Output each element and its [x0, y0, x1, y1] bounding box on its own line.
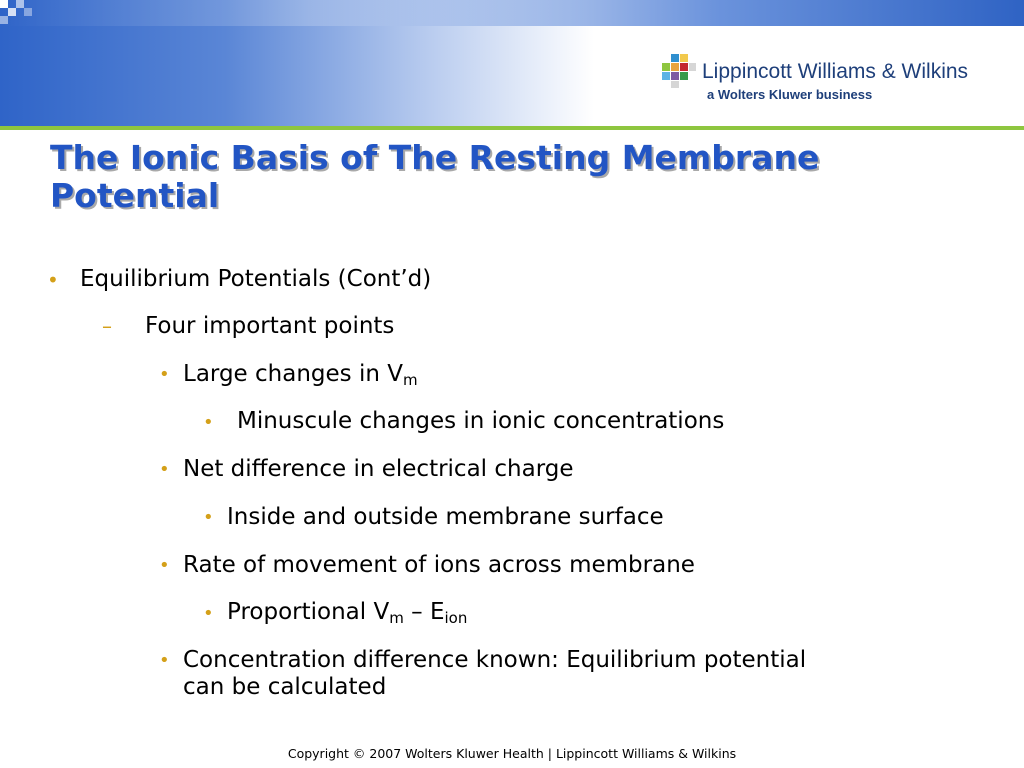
bullet-text: Net difference in electrical charge — [183, 456, 574, 482]
dash-bullet-icon: – — [102, 314, 112, 338]
bullet-icon: • — [203, 507, 214, 528]
header-divider — [0, 126, 1024, 130]
bullet-icon: • — [159, 650, 170, 671]
bullet-icon: • — [159, 459, 170, 480]
bullet-text: Large changes in $V_m$ — [183, 361, 418, 389]
bullet-icon: • — [159, 555, 170, 576]
bullet-icon: • — [203, 412, 214, 433]
bullet-text: Inside and outside membrane surface — [227, 504, 664, 530]
decorative-square — [8, 8, 16, 16]
bullet-text: Rate of movement of ions across membrane — [183, 552, 695, 578]
slide-title: The Ionic Basis of The Resting Membrane Potential — [50, 138, 820, 215]
logo-publisher-name: Lippincott Williams & Wilkins — [702, 60, 969, 83]
bullet-icon: • — [47, 268, 59, 292]
bullet-text: Minuscule changes in ionic concentrations — [237, 408, 725, 434]
copyright-footer: Copyright © 2007 Wolters Kluwer Health | Lippincott Williams & Wilkins — [287, 746, 737, 761]
header-top-band — [0, 0, 1024, 26]
bullet-text: Concentration difference known: Equilibrium potential — [183, 647, 807, 673]
bullet-text-continuation: can be calculated — [183, 674, 387, 700]
decorative-square — [16, 0, 24, 8]
decorative-square — [0, 16, 8, 24]
decorative-square — [24, 8, 32, 16]
bullet-text: Four important points — [145, 313, 395, 339]
bullet-icon: • — [159, 364, 170, 385]
publisher-logo — [662, 54, 1007, 102]
bullet-icon: • — [203, 603, 214, 624]
logo-tagline: a Wolters Kluwer business — [707, 87, 873, 102]
wolters-kluwer-logo-icon — [662, 54, 696, 88]
bullet-text: Proportional $V_m - E_{ion}$ — [227, 599, 468, 627]
decorative-square — [0, 0, 8, 8]
bullet-text: Equilibrium Potentials (Cont’d) — [80, 266, 432, 292]
